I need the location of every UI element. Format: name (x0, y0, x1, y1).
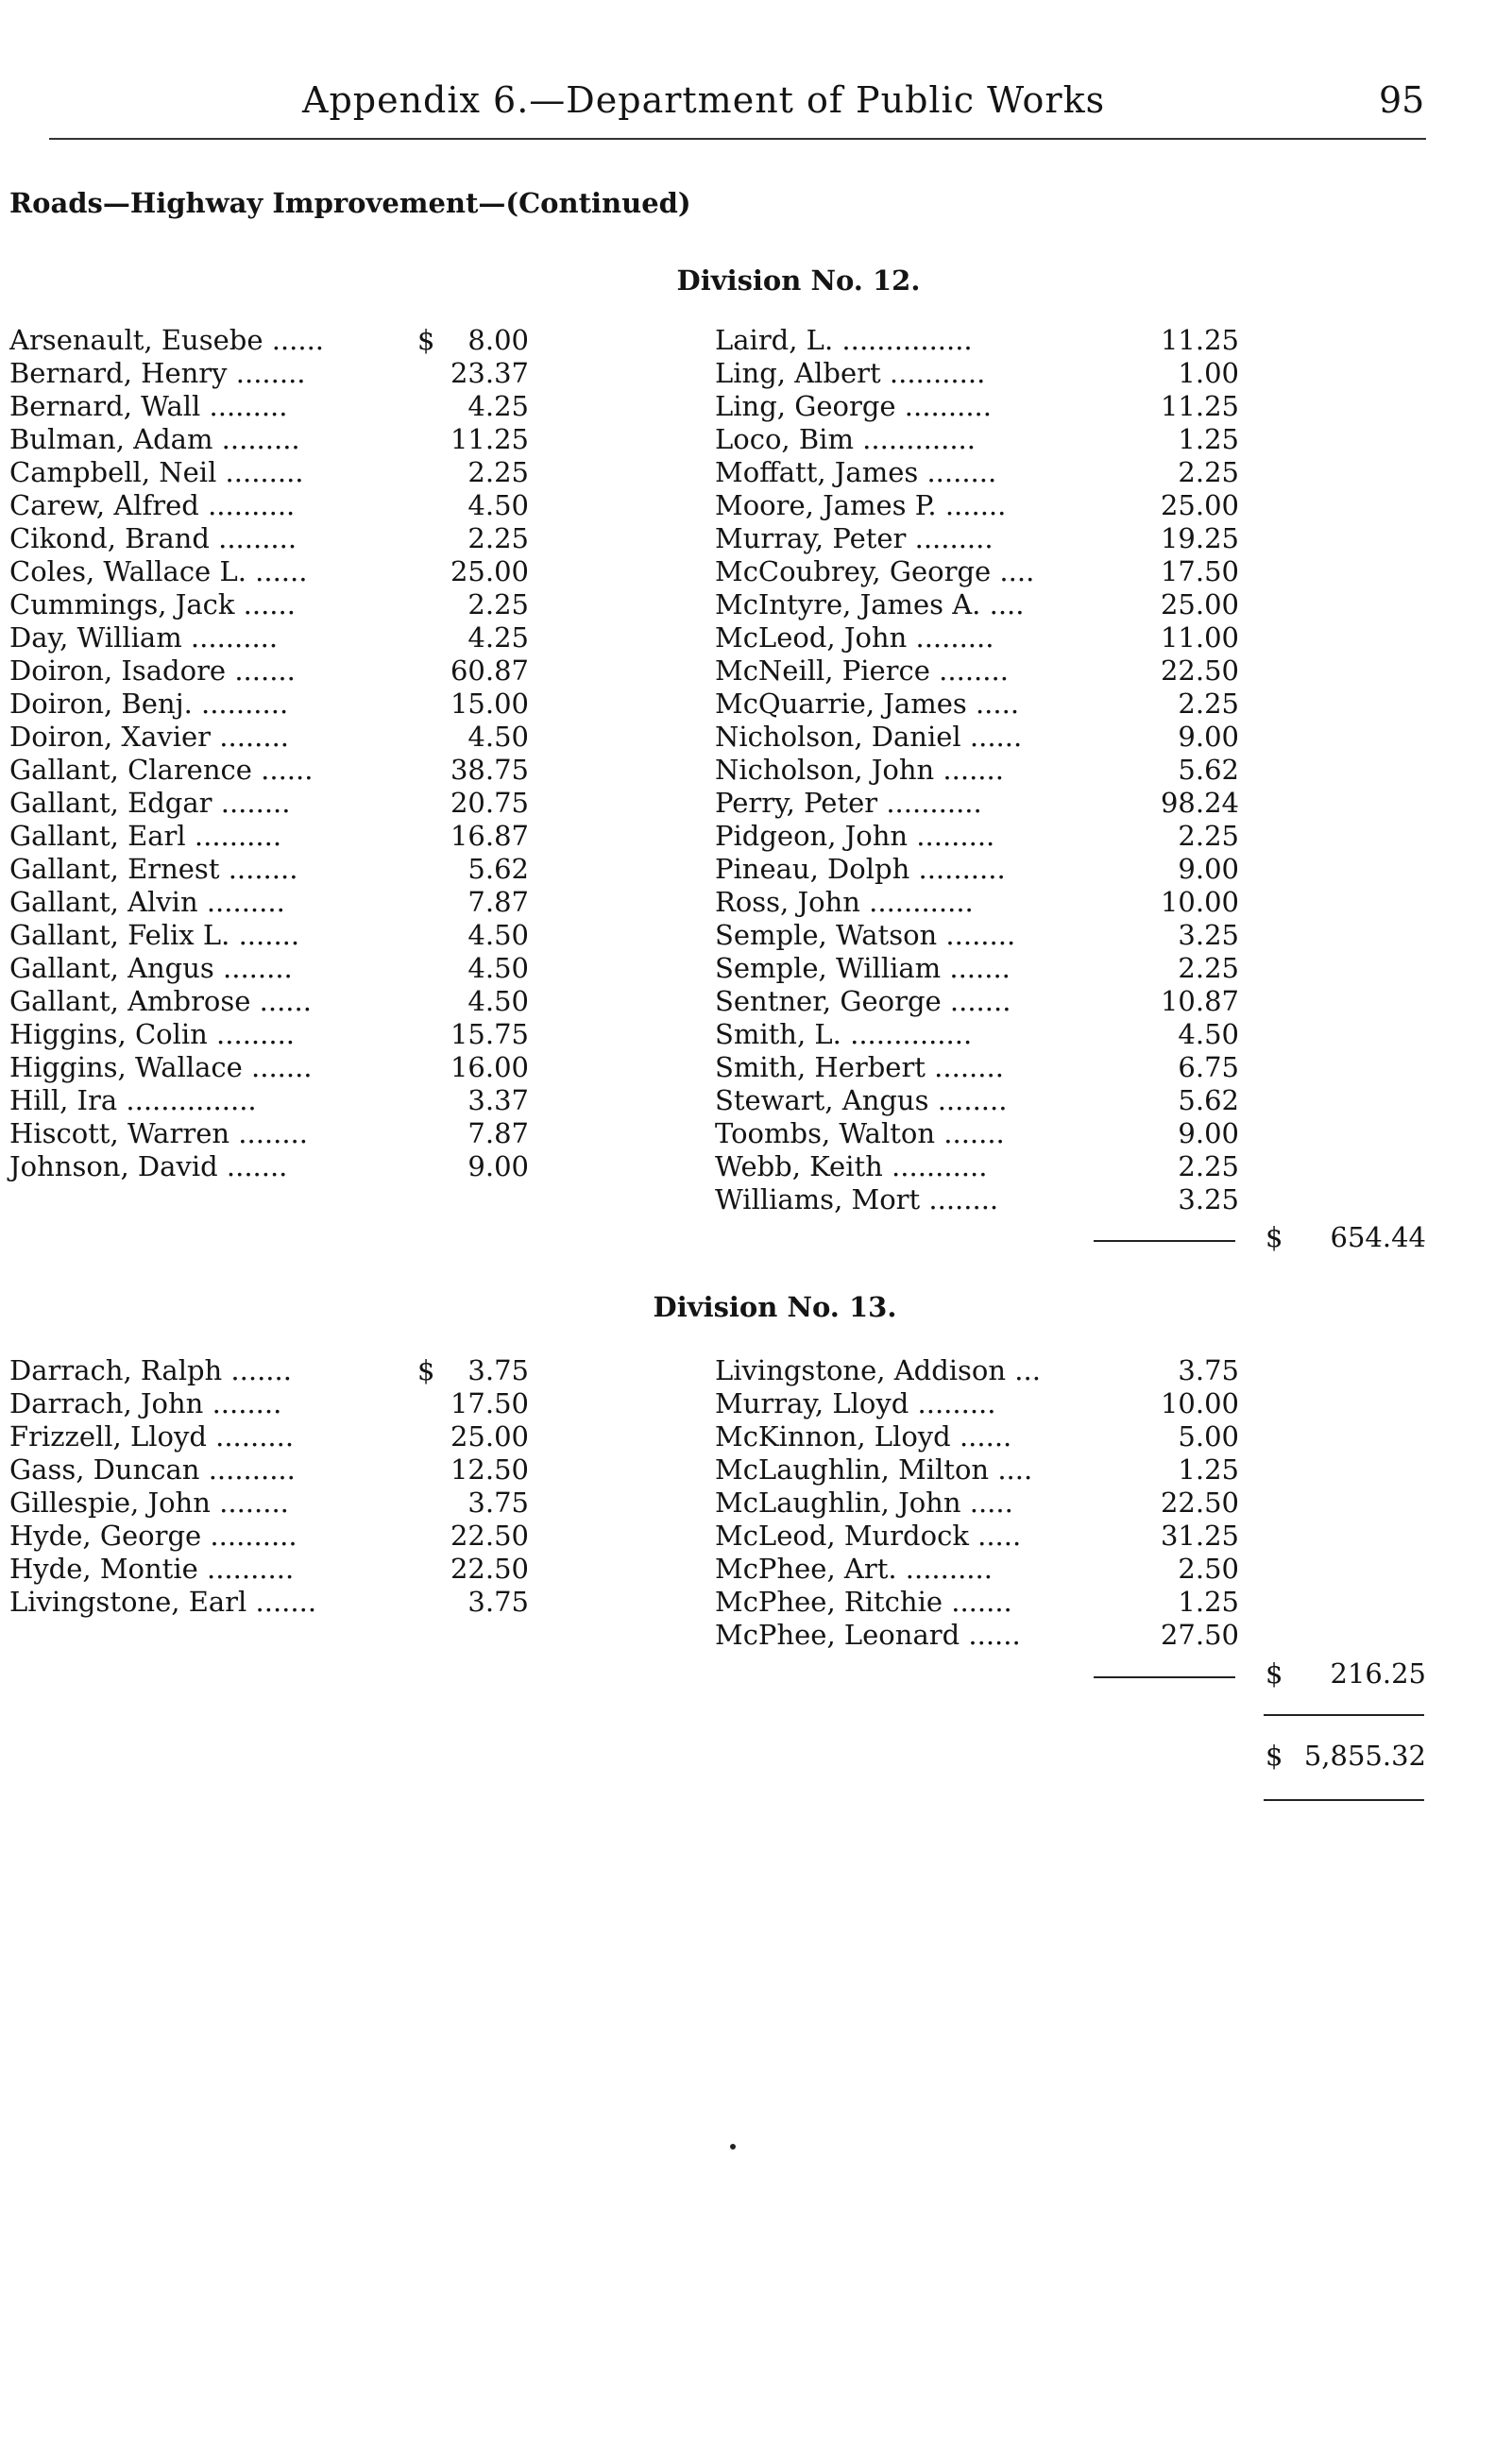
list-item (9, 324, 529, 357)
entry-name: Semple, William ....... (715, 952, 1011, 984)
list-item (9, 886, 529, 919)
subtotal-currency: $ (1266, 1221, 1283, 1253)
list-item (9, 1051, 529, 1084)
list-item (715, 357, 1239, 390)
entry-name: Arsenault, Eusebe ...... (9, 324, 325, 356)
entry-name: Semple, Watson ........ (715, 919, 1016, 951)
list-item (9, 654, 529, 688)
list-item (715, 787, 1239, 820)
grand-total-amount: 5,855.32 (1303, 1740, 1426, 1772)
entry-name: Hill, Ira ............... (9, 1084, 257, 1116)
entry-name: Livingstone, Addison ... (715, 1354, 1041, 1386)
list-item (715, 1553, 1239, 1586)
entry-amount: 3.75 (467, 1487, 529, 1519)
list-item (9, 1018, 529, 1051)
entry-amount: 2.25 (1178, 456, 1239, 488)
entry-name: Murray, Peter ......... (715, 522, 994, 554)
entry-amount: 22.50 (450, 1520, 529, 1552)
list-item (9, 489, 529, 522)
entry-name: Campbell, Neil ......... (9, 456, 304, 488)
entry-name: Smith, Herbert ........ (715, 1051, 1004, 1083)
list-item (9, 1150, 529, 1183)
entry-name: Bulman, Adam ......... (9, 423, 300, 455)
entry-amount: 23.37 (450, 357, 529, 389)
entry-name: McLaughlin, Milton .... (715, 1453, 1033, 1486)
entry-amount: 38.75 (450, 754, 529, 786)
list-item (715, 390, 1239, 423)
entry-amount: 22.50 (1160, 1487, 1239, 1519)
page-title: Appendix 6.—Department of Public Works (302, 79, 1106, 121)
list-item (715, 886, 1239, 919)
entry-name: Gallant, Clarence ...... (9, 754, 314, 786)
entry-name: McQuarrie, James ..... (715, 688, 1020, 720)
entry-name: Loco, Bim ............. (715, 423, 976, 455)
entry-name: Frizzell, Lloyd ......... (9, 1420, 295, 1453)
entry-amount: 5.62 (1178, 1084, 1239, 1116)
list-item (715, 721, 1239, 754)
list-item (9, 1387, 529, 1420)
list-item (9, 1553, 529, 1586)
entry-name: Bernard, Wall ......... (9, 390, 288, 422)
entry-amount: 6.75 (1178, 1051, 1239, 1083)
entry-name: McLeod, Murdock ..... (715, 1520, 1022, 1552)
entry-amount: 15.00 (450, 688, 529, 720)
entry-name: Hyde, Montie .......... (9, 1553, 295, 1585)
list-item (9, 390, 529, 423)
entry-amount: 5.62 (467, 853, 529, 885)
entry-amount: 11.25 (1160, 324, 1239, 356)
entry-amount: 4.25 (467, 390, 529, 422)
list-item (715, 1150, 1239, 1183)
list-item (715, 688, 1239, 721)
entry-name: Doiron, Benj. .......... (9, 688, 289, 720)
entry-amount: 17.50 (450, 1387, 529, 1419)
entry-currency: $ (417, 324, 435, 356)
entry-amount: 3.37 (467, 1084, 529, 1116)
entry-name: Pineau, Dolph .......... (715, 853, 1006, 885)
division-title-text: Division No. 13. (653, 1291, 897, 1323)
entry-name: Gallant, Felix L. ....... (9, 919, 300, 951)
list-item (9, 1586, 529, 1619)
entry-name: Darrach, Ralph ....... (9, 1354, 292, 1386)
entry-name: McNeill, Pierce ........ (715, 654, 1009, 687)
entry-name: Bernard, Henry ........ (9, 357, 306, 389)
entry-name: McPhee, Leonard ...... (715, 1619, 1021, 1651)
entry-name: Higgins, Wallace ....... (9, 1051, 313, 1083)
list-item (9, 555, 529, 588)
list-item (715, 423, 1239, 456)
list-item (715, 820, 1239, 853)
entry-amount: 2.50 (1178, 1553, 1239, 1585)
entry-name: Perry, Peter ........... (715, 787, 982, 819)
entry-name: Williams, Mort ........ (715, 1183, 999, 1215)
list-item (9, 588, 529, 621)
page-header (0, 79, 1512, 127)
entry-amount: 25.00 (450, 1420, 529, 1453)
entry-name: Higgins, Colin ......... (9, 1018, 296, 1050)
entry-amount: 20.75 (450, 787, 529, 819)
list-item (715, 985, 1239, 1018)
entry-amount: 1.25 (1178, 423, 1239, 455)
grand-total-currency: $ (1266, 1740, 1283, 1772)
subtotal-amount: 654.44 (1330, 1221, 1426, 1253)
list-item (9, 423, 529, 456)
entry-amount: 2.25 (1178, 688, 1239, 720)
list-item (9, 919, 529, 952)
entry-amount: 25.00 (1160, 588, 1239, 620)
entry-amount: 1.25 (1178, 1586, 1239, 1618)
subtotal-rule (1094, 1240, 1235, 1242)
entry-name: Stewart, Angus ........ (715, 1084, 1008, 1116)
entry-amount: 25.00 (1160, 489, 1239, 521)
list-item (9, 787, 529, 820)
entry-name: Laird, L. ............... (715, 324, 973, 356)
list-item (9, 952, 529, 985)
entry-amount: 8.00 (467, 324, 529, 356)
list-item (715, 1487, 1239, 1520)
division-13-subtotal (1266, 1657, 1426, 1691)
entry-name: Murray, Lloyd ......... (715, 1387, 996, 1419)
list-item (715, 1520, 1239, 1553)
entry-amount: 16.87 (450, 820, 529, 852)
entry-amount: 31.25 (1160, 1520, 1239, 1552)
entry-amount: 1.25 (1178, 1453, 1239, 1486)
entry-name: Gallant, Angus ........ (9, 952, 293, 984)
entry-name: Webb, Keith ........... (715, 1150, 988, 1182)
entry-name: McLaughlin, John ..... (715, 1487, 1013, 1519)
entry-name: Pidgeon, John ......... (715, 820, 995, 852)
grand-total-rule-top (1264, 1714, 1424, 1716)
entry-name: Moore, James P. ....... (715, 489, 1007, 521)
entry-name: Sentner, George ....... (715, 985, 1011, 1017)
entry-name: McPhee, Art. .......... (715, 1553, 993, 1585)
list-item (9, 1520, 529, 1553)
entry-amount: 27.50 (1160, 1619, 1239, 1651)
list-item (715, 1051, 1239, 1084)
entry-amount: 25.00 (450, 555, 529, 587)
entry-amount: 10.87 (1160, 985, 1239, 1017)
entry-amount: 3.75 (1178, 1354, 1239, 1386)
list-item (715, 588, 1239, 621)
entry-amount: 4.25 (467, 621, 529, 654)
entry-amount: 10.00 (1160, 1387, 1239, 1419)
entry-amount: 11.25 (450, 423, 529, 455)
list-item (9, 985, 529, 1018)
entry-amount: 3.75 (467, 1586, 529, 1618)
entry-amount: 19.25 (1160, 522, 1239, 554)
list-item (9, 357, 529, 390)
subtotal-currency: $ (1266, 1657, 1283, 1690)
division-title-text: Division No. 12. (676, 264, 921, 297)
list-item (9, 1084, 529, 1117)
list-item (715, 1619, 1239, 1652)
entry-amount: 4.50 (467, 721, 529, 753)
entry-amount: 11.25 (1160, 390, 1239, 422)
list-item (715, 1453, 1239, 1487)
entry-amount: 2.25 (467, 456, 529, 488)
list-item (715, 522, 1239, 555)
entry-amount: 4.50 (467, 952, 529, 984)
entry-amount: 9.00 (1178, 853, 1239, 885)
entry-name: Ross, John ............ (715, 886, 974, 918)
list-item (715, 1018, 1239, 1051)
list-item (9, 853, 529, 886)
list-item (9, 522, 529, 555)
entry-name: McPhee, Ritchie ....... (715, 1586, 1012, 1618)
entry-amount: 17.50 (1160, 555, 1239, 587)
entry-name: Ling, George .......... (715, 390, 992, 422)
entry-amount: 2.25 (1178, 1150, 1239, 1182)
entry-amount: 2.25 (1178, 820, 1239, 852)
entry-amount: 2.25 (467, 588, 529, 620)
entry-amount: 3.25 (1178, 1183, 1239, 1215)
entry-amount: 10.00 (1160, 886, 1239, 918)
entry-name: Carew, Alfred .......... (9, 489, 296, 521)
entry-currency: $ (417, 1354, 435, 1386)
entry-name: Gass, Duncan .......... (9, 1453, 296, 1486)
entry-amount: 9.00 (1178, 1117, 1239, 1149)
list-item (715, 1354, 1239, 1387)
entry-name: Hyde, George .......... (9, 1520, 297, 1552)
entry-amount: 5.62 (1178, 754, 1239, 786)
entry-name: Gallant, Ernest ........ (9, 853, 298, 885)
entry-name: McIntyre, James A. .... (715, 588, 1025, 620)
section-title: Roads—Highway Improvement—(Continued) (9, 187, 691, 219)
entry-name: Johnson, David ....... (9, 1150, 288, 1182)
entry-name: Livingstone, Earl ....... (9, 1586, 317, 1618)
division-title (0, 1291, 1512, 1323)
list-item (9, 688, 529, 721)
list-item (715, 952, 1239, 985)
list-item (9, 1487, 529, 1520)
entry-amount: 3.25 (1178, 919, 1239, 951)
list-item (715, 456, 1239, 489)
entry-name: Gillespie, John ........ (9, 1487, 289, 1519)
list-item (715, 555, 1239, 588)
list-item (715, 919, 1239, 952)
entry-amount: 22.50 (450, 1553, 529, 1585)
grand-total (1266, 1740, 1426, 1773)
list-item (715, 1586, 1239, 1619)
entry-amount: 11.00 (1160, 621, 1239, 654)
list-item (715, 1084, 1239, 1117)
entry-amount: 22.50 (1160, 654, 1239, 687)
subtotal-amount: 216.25 (1330, 1657, 1426, 1690)
list-item (9, 820, 529, 853)
list-item (9, 754, 529, 787)
list-item (9, 1117, 529, 1150)
entry-name: Day, William .......... (9, 621, 279, 654)
entry-amount: 4.50 (1178, 1018, 1239, 1050)
header-rule (49, 138, 1426, 140)
entry-name: Gallant, Ambrose ...... (9, 985, 312, 1017)
entry-name: Coles, Wallace L. ...... (9, 555, 308, 587)
list-item (9, 1420, 529, 1453)
entry-amount: 1.00 (1178, 357, 1239, 389)
entry-amount: 2.25 (467, 522, 529, 554)
list-item (9, 1453, 529, 1487)
entry-name: McLeod, John ......... (715, 621, 994, 654)
entry-name: Doiron, Isadore ....... (9, 654, 296, 687)
list-item (715, 853, 1239, 886)
entry-name: Nicholson, John ....... (715, 754, 1004, 786)
entry-name: Toombs, Walton ....... (715, 1117, 1005, 1149)
list-item (715, 1183, 1239, 1216)
entry-amount: 2.25 (1178, 952, 1239, 984)
entry-amount: 4.50 (467, 985, 529, 1017)
grand-total-rule-bottom (1264, 1799, 1424, 1801)
subtotal-rule (1094, 1676, 1235, 1678)
entry-amount: 4.50 (467, 489, 529, 521)
page-number: 95 (1379, 79, 1425, 121)
list-item (715, 754, 1239, 787)
ink-speck (730, 2144, 736, 2150)
entry-amount: 3.75 (467, 1354, 529, 1386)
entry-name: McKinnon, Lloyd ...... (715, 1420, 1012, 1453)
entry-name: Cummings, Jack ...... (9, 588, 296, 620)
entry-name: Gallant, Edgar ........ (9, 787, 291, 819)
entry-name: Moffatt, James ........ (715, 456, 997, 488)
entry-amount: 15.75 (450, 1018, 529, 1050)
list-item (9, 456, 529, 489)
entry-name: Darrach, John ........ (9, 1387, 282, 1419)
list-item (9, 1354, 529, 1387)
list-item (715, 324, 1239, 357)
list-item (715, 621, 1239, 654)
entry-amount: 9.00 (1178, 721, 1239, 753)
entry-name: Smith, L. .............. (715, 1018, 973, 1050)
division-title (0, 264, 1512, 297)
entry-name: Gallant, Alvin ......... (9, 886, 285, 918)
entry-name: Nicholson, Daniel ...... (715, 721, 1023, 753)
entry-name: Doiron, Xavier ........ (9, 721, 290, 753)
entry-amount: 5.00 (1178, 1420, 1239, 1453)
entry-amount: 12.50 (450, 1453, 529, 1486)
entry-amount: 4.50 (467, 919, 529, 951)
entry-name: Ling, Albert ........... (715, 357, 986, 389)
list-item (9, 621, 529, 654)
list-item (715, 1117, 1239, 1150)
list-item (715, 1420, 1239, 1453)
entry-amount: 16.00 (450, 1051, 529, 1083)
entry-name: McCoubrey, George .... (715, 555, 1035, 587)
division-12-subtotal (1266, 1221, 1426, 1254)
list-item (715, 489, 1239, 522)
entry-amount: 7.87 (467, 886, 529, 918)
entry-amount: 7.87 (467, 1117, 529, 1149)
entry-amount: 60.87 (450, 654, 529, 687)
entry-name: Hiscott, Warren ........ (9, 1117, 308, 1149)
entry-amount: 9.00 (467, 1150, 529, 1182)
list-item (715, 654, 1239, 688)
entry-name: Gallant, Earl .......... (9, 820, 282, 852)
list-item (9, 721, 529, 754)
entry-name: Cikond, Brand ......... (9, 522, 297, 554)
list-item (715, 1387, 1239, 1420)
entry-amount: 98.24 (1160, 787, 1239, 819)
